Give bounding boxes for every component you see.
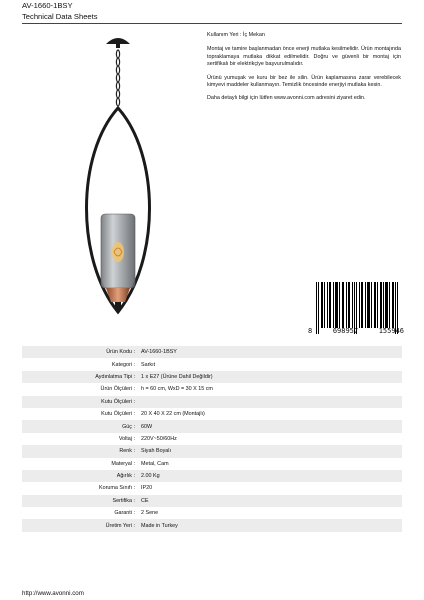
- cleaning-paragraph: Ürünü yumuşak ve kuru bir bez ile silin. Ürün kaplamasına zarar verebilecek kimyevi maddeler kullanmayın. Temizlik öncesinde enerjiyi mutlaka kesin.: [207, 74, 401, 89]
- spec-row: [22, 408, 402, 420]
- spec-row: [22, 458, 402, 470]
- spec-label: Aydınlatma Tipi :: [22, 371, 138, 383]
- spec-row: [22, 346, 402, 358]
- spec-row: [22, 482, 402, 494]
- footer-url: http://www.avonni.com: [22, 590, 84, 597]
- spec-value: IP20: [141, 485, 153, 492]
- barcode-group-left: 698957: [332, 327, 359, 335]
- spec-value: h = 60 cm, WxD = 30 X 15 cm: [141, 386, 213, 393]
- spec-row: [22, 371, 402, 383]
- spec-value: CE: [138, 495, 402, 507]
- spec-value: [138, 396, 402, 408]
- spec-label: Materyal :: [111, 460, 135, 467]
- spec-value: Made in Turkey: [138, 519, 402, 531]
- spec-row: [22, 495, 402, 507]
- spec-label: Garanti :: [114, 510, 135, 517]
- spec-label: Renk :: [22, 445, 138, 457]
- spec-row: [22, 507, 402, 519]
- spec-value: AV-1660-1BSY: [138, 346, 402, 358]
- spec-value: 60W: [138, 420, 402, 432]
- spec-row: [22, 396, 402, 408]
- document-header: [22, 0, 98, 22]
- website-paragraph: Daha detaylı bilgi için lütfen www.avonni.com adresini ziyaret edin.: [207, 95, 366, 102]
- spec-label: Ürün Kodu :: [22, 346, 138, 358]
- spec-value: 2 Sene: [141, 510, 159, 517]
- spec-label: Üretim Yeri :: [22, 519, 138, 531]
- spec-label: Ürün Ölçüleri :: [100, 386, 135, 393]
- barcode-group-right: 155946: [378, 327, 404, 335]
- spec-value: Sarkıt: [141, 361, 156, 368]
- spec-row: [22, 420, 402, 432]
- spec-value: Siyah Boyalı: [138, 445, 402, 457]
- safety-paragraph: Montaj ve tamire başlanmadan önce enerji mutlaka kesilmelidir. Ürün montajında topraklamaya mutlaka dikkat edilmelidir. Doğru ve güvenli bir montaj için sertifikalı bir elektrikçiye başvurulmalıdır.: [207, 46, 401, 68]
- spec-label: Kutu Ölçüleri :: [101, 411, 135, 418]
- spec-value: 220V~50/60Hz: [141, 435, 177, 442]
- info-text-block: [207, 32, 401, 109]
- specs-table: [22, 346, 402, 532]
- header-divider: [22, 23, 402, 24]
- spec-label: Koruma Sınıfı :: [99, 485, 135, 492]
- document-subtitle: Technical Data Sheets: [22, 12, 98, 21]
- spec-label: Kutu Ölçüleri :: [22, 396, 138, 408]
- spec-label: Güç :: [22, 420, 138, 432]
- spec-value: 2.00 Kg: [138, 470, 402, 482]
- usage-location: Kullanım Yeri : İç Mekan: [207, 32, 265, 38]
- spec-label: Voltaj :: [118, 435, 135, 442]
- spec-row: [22, 445, 402, 457]
- product-code-title: AV-1660-1BSY: [22, 1, 73, 10]
- barcode-first-digit: 8: [308, 327, 313, 335]
- pendant-lamp-image: [68, 30, 168, 320]
- spec-value: 20 X 40 X 22 cm (Montajlı): [141, 411, 205, 418]
- spec-row: [22, 433, 402, 445]
- spec-row: [22, 519, 402, 531]
- spec-label: Ağırlık :: [22, 470, 138, 482]
- spec-row: [22, 358, 402, 370]
- barcode-digits: [308, 327, 404, 335]
- spec-row: [22, 383, 402, 395]
- spec-value: 1 x E27 (Ürüne Dahil Değildir): [138, 371, 402, 383]
- spec-value: Metal, Cam: [141, 460, 169, 467]
- spec-row: [22, 470, 402, 482]
- spec-label: Sertifika :: [22, 495, 138, 507]
- spec-label: Kategori :: [111, 361, 135, 368]
